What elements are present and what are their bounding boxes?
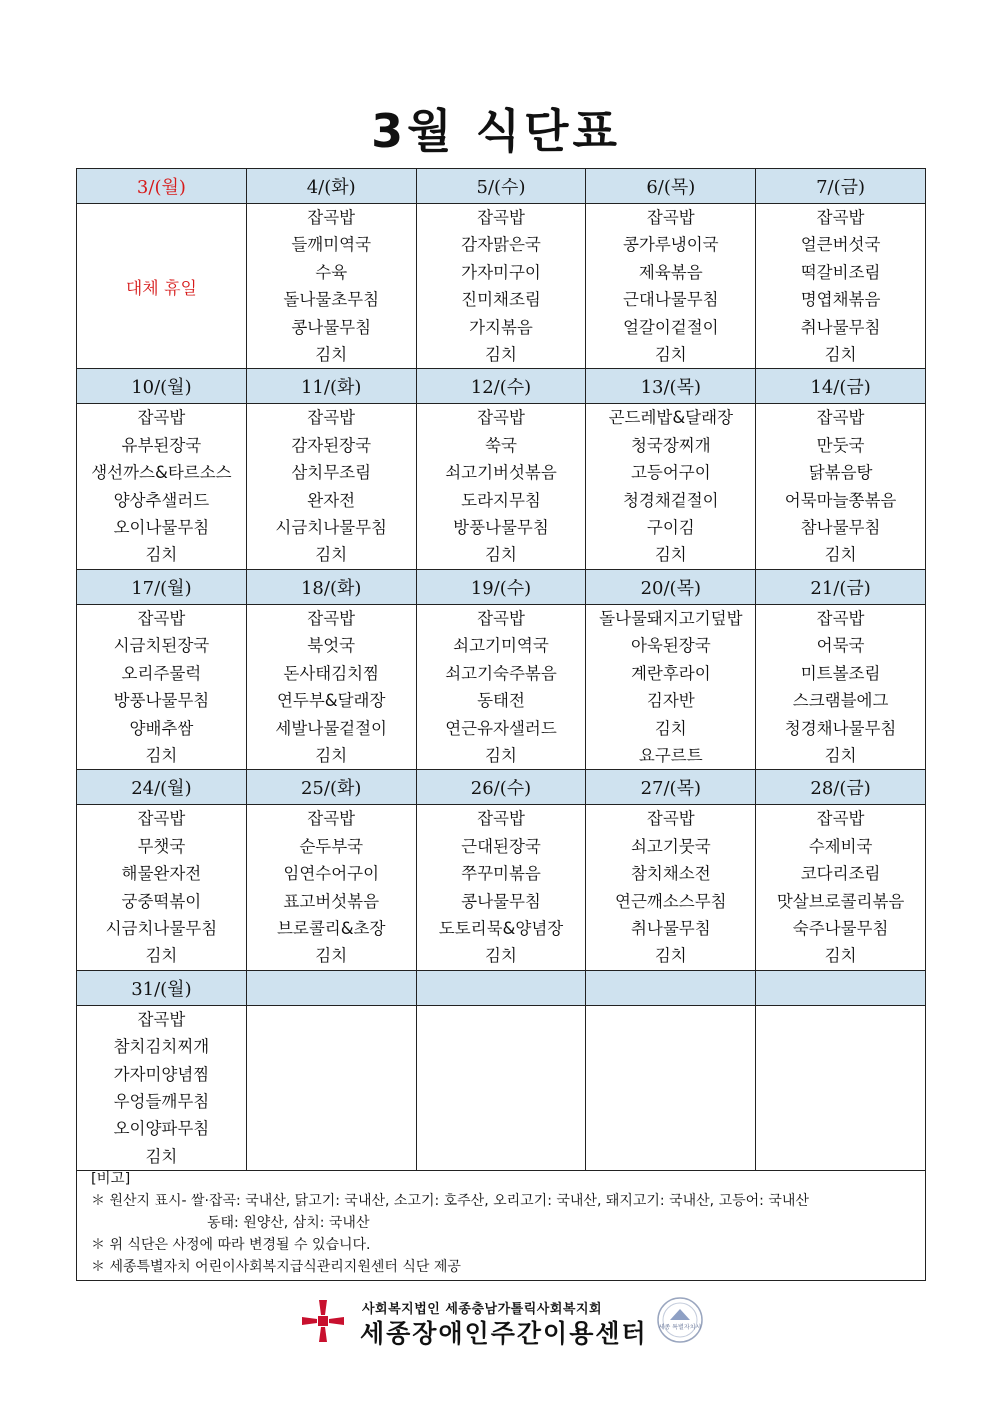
- menu-item: 잡곡밥: [646, 208, 695, 227]
- menu-cell: [586, 404, 756, 569]
- menu-item: 김치: [145, 545, 178, 565]
- menu-item: 동태전: [477, 691, 525, 711]
- menu-item: 들깨미역국: [291, 235, 372, 255]
- menu-item: 청국장찌개: [630, 435, 711, 455]
- menu-item: 시금치나물무침: [105, 918, 218, 938]
- menu-item: 명엽채볶음: [800, 290, 881, 310]
- date-header-cell: 4/(화): [246, 169, 416, 204]
- menu-item: 삼치무조림: [291, 463, 372, 483]
- menu-item: 곤드레밥&달래장: [608, 408, 734, 428]
- menu-item: 가지볶음: [469, 317, 533, 337]
- menu-item: 잡곡밥: [816, 608, 865, 628]
- menu-item: 오이양파무침: [113, 1119, 210, 1139]
- menu-item: 요구르트: [638, 745, 703, 765]
- date-header-cell: 19/(수): [416, 569, 586, 604]
- menu-item: 청경채겉절이: [622, 490, 719, 510]
- menu-cell: [586, 604, 756, 769]
- menu-item: 무챗국: [137, 836, 186, 856]
- date-header-cell: 28/(금): [756, 770, 926, 805]
- sejong-seal-icon: [656, 1296, 704, 1344]
- menu-item: 표고버섯볶음: [283, 891, 380, 911]
- menu-item: 잡곡밥: [307, 208, 356, 227]
- menu-item: 잡곡밥: [477, 608, 525, 628]
- menu-item: 쇠고기숙주볶음: [445, 663, 557, 683]
- date-header-row: [77, 770, 926, 805]
- menu-item: 김치: [485, 745, 517, 765]
- menu-cell: [756, 1005, 926, 1170]
- menu-cell: [77, 1005, 247, 1170]
- menu-item: 김치: [485, 946, 517, 966]
- menu-item: 근대된장국: [461, 836, 541, 856]
- menu-row: [77, 1005, 926, 1170]
- menu-item: 계란후라이: [630, 663, 711, 683]
- menu-item: 연두부&달래장: [276, 691, 386, 711]
- date-header-cell: 11/(화): [246, 369, 416, 404]
- menu-item: 연근깨소스무침: [615, 891, 727, 911]
- date-header-cell: 26/(수): [416, 770, 586, 805]
- menu-item: 우엉들깨무침: [113, 1091, 210, 1111]
- menu-item: 잡곡밥: [477, 208, 525, 227]
- date-header-cell: 25/(화): [246, 770, 416, 805]
- menu-item: 감자된장국: [291, 435, 372, 455]
- menu-item: 오리주물럭: [121, 663, 202, 683]
- notes-title: [비고]: [91, 1171, 131, 1187]
- menu-cell: [246, 204, 416, 369]
- menu-item: 어묵국: [816, 636, 865, 656]
- menu-item: 잡곡밥: [477, 809, 525, 829]
- menu-item: 가자미구이: [461, 262, 541, 282]
- date-header-cell: 5/(수): [416, 169, 586, 204]
- menu-item: 수육: [315, 262, 348, 282]
- menu-cell: [416, 805, 586, 970]
- menu-item: 잡곡밥: [477, 408, 525, 428]
- menu-item: 순두부국: [299, 836, 364, 856]
- menu-item: 잡곡밥: [137, 1009, 186, 1029]
- menu-item: 김치: [824, 745, 857, 765]
- menu-item: 생선까스&타르소스: [91, 463, 232, 483]
- menu-item: 아욱된장국: [630, 636, 711, 656]
- menu-item: 김치: [485, 345, 517, 365]
- menu-item: 북엇국: [307, 636, 356, 656]
- menu-item: 쇠고기버섯볶음: [445, 463, 557, 483]
- menu-item: 취나물무침: [800, 317, 881, 337]
- menu-item: 돈사태김치찜: [283, 663, 380, 683]
- menu-row: [77, 805, 926, 970]
- menu-cell: [246, 1005, 416, 1170]
- menu-row: [77, 404, 926, 569]
- menu-item: 감자맑은국: [461, 235, 541, 255]
- menu-item: 떡갈비조림: [800, 262, 881, 282]
- date-header-cell: 10/(월): [77, 369, 247, 404]
- menu-item: 제육볶음: [638, 262, 703, 282]
- menu-item: 잡곡밥: [307, 608, 356, 628]
- date-header-cell: 3/(월): [77, 169, 247, 204]
- menu-item: 콩나물무침: [291, 317, 372, 337]
- menu-item: 맛살브로콜리볶음: [776, 891, 905, 911]
- caritas-cross-icon: [300, 1298, 346, 1344]
- menu-item: 잡곡밥: [816, 208, 865, 227]
- menu-item: 돌나물돼지고기덮밥: [599, 608, 743, 628]
- seal-text: 세종 특별자치시: [658, 1324, 702, 1331]
- menu-item: 가자미양념찜: [113, 1064, 210, 1084]
- menu-item: 수제비국: [808, 836, 873, 856]
- menu-item: 돌나물초무침: [283, 290, 380, 310]
- origin-note: ＊ 원산지 표시- 쌀·잡곡: 국내산, 닭고기: 국내산, 소고기: 호주산, 오리고기: 국내산, 돼지고기: 국내산, 고등어: 국내산: [91, 1193, 809, 1209]
- menu-item: 유부된장국: [121, 435, 202, 455]
- menu-item: 김치: [315, 345, 348, 365]
- menu-item: 쑥국: [485, 435, 517, 455]
- menu-item: 김자반: [646, 691, 695, 711]
- menu-item: 임연수어구이: [283, 864, 380, 884]
- date-header-cell: [756, 970, 926, 1005]
- menu-cell: [416, 604, 586, 769]
- menu-item: 완자전: [307, 490, 356, 510]
- menu-cell: [756, 204, 926, 369]
- date-header-row: [77, 169, 926, 204]
- menu-item: 콩가루냉이국: [622, 235, 719, 255]
- menu-item: 숙주나물무침: [792, 918, 889, 938]
- date-header-cell: 20/(목): [586, 569, 756, 604]
- menu-item: 시금치된장국: [113, 636, 210, 656]
- menu-item: 김치: [315, 745, 348, 765]
- menu-item: 미트볼조림: [800, 663, 881, 683]
- menu-item: 얼큰버섯국: [800, 235, 881, 255]
- menu-item: 쇠고기뭇국: [630, 836, 711, 856]
- menu-cell: [246, 404, 416, 569]
- footer: [0, 1290, 992, 1350]
- menu-item: 닭볶음탕: [808, 463, 873, 483]
- menu-item: 구이김: [646, 518, 695, 538]
- menu-item: 쭈꾸미볶음: [461, 864, 541, 884]
- date-header-cell: 18/(화): [246, 569, 416, 604]
- menu-cell: [77, 204, 247, 369]
- menu-cell: [246, 604, 416, 769]
- menu-cell: [756, 805, 926, 970]
- menu-cell: [586, 204, 756, 369]
- date-header-cell: 6/(목): [586, 169, 756, 204]
- notes-section: [76, 1166, 926, 1281]
- menu-item: 김치: [824, 946, 857, 966]
- origin-note-continued: 동태: 원양산, 삼치: 국내산: [207, 1215, 370, 1231]
- date-header-cell: 7/(금): [756, 169, 926, 204]
- menu-item: 오이나물무침: [113, 518, 210, 538]
- menu-item: 잡곡밥: [137, 608, 186, 628]
- menu-cell: [77, 404, 247, 569]
- menu-item: 김치: [654, 345, 687, 365]
- menu-item: 청경채나물무침: [784, 718, 897, 738]
- menu-item: 브로콜리&초장: [276, 918, 386, 938]
- menu-cell: [246, 805, 416, 970]
- menu-item: 도토리묵&양념장: [438, 918, 564, 938]
- menu-cell: [416, 404, 586, 569]
- menu-item: 진미채조림: [461, 290, 541, 310]
- date-header-row: [77, 970, 926, 1005]
- menu-row: [77, 604, 926, 769]
- menu-item: 어묵마늘쫑볶음: [784, 490, 897, 510]
- menu-item: 참나물무침: [800, 518, 881, 538]
- meal-plan-table: [76, 168, 926, 1171]
- menu-item: 김치: [654, 545, 687, 565]
- menu-item: 김치: [145, 745, 178, 765]
- menu-cell: [586, 805, 756, 970]
- menu-item: 김치: [145, 1146, 178, 1166]
- menu-item: 궁중떡볶이: [121, 891, 202, 911]
- org-subtitle: 사회복지법인 세종충남가톨릭사회복지회: [362, 1302, 603, 1317]
- menu-item: 잡곡밥: [137, 809, 186, 829]
- date-header-cell: 21/(금): [756, 569, 926, 604]
- menu-item: 김치: [824, 545, 857, 565]
- menu-item: 취나물무침: [630, 918, 711, 938]
- menu-item: 연근유자샐러드: [445, 718, 557, 738]
- date-header-cell: 17/(월): [77, 569, 247, 604]
- menu-cell: [77, 805, 247, 970]
- menu-item: 코다리조림: [800, 864, 881, 884]
- provider-note: ＊ 세종특별자치 어린이사회복지급식관리지원센터 식단 제공: [91, 1259, 461, 1275]
- menu-item: 쇠고기미역국: [453, 636, 549, 656]
- date-header-cell: 24/(월): [77, 770, 247, 805]
- menu-item: 얼갈이겉절이: [622, 317, 719, 337]
- menu-item: 참치김치찌개: [113, 1037, 210, 1057]
- menu-item: 양배추쌈: [129, 718, 194, 738]
- menu-cell: [416, 1005, 586, 1170]
- menu-item: 해물완자전: [121, 864, 202, 884]
- menu-item: 시금치나물무침: [275, 518, 387, 538]
- menu-item: 만둣국: [816, 435, 865, 455]
- menu-item: 스크램블에그: [792, 691, 889, 711]
- menu-item: 김치: [654, 718, 687, 738]
- menu-cell: [756, 604, 926, 769]
- date-header-cell: 12/(수): [416, 369, 586, 404]
- date-header-cell: [416, 970, 586, 1005]
- menu-item: 근대나물무침: [622, 290, 719, 310]
- menu-cell: [77, 604, 247, 769]
- menu-item: 김치: [145, 946, 178, 966]
- menu-item: 고등어구이: [630, 463, 711, 483]
- page-title: 3월 식단표: [371, 104, 621, 158]
- date-header-cell: 14/(금): [756, 369, 926, 404]
- menu-item: 김치: [485, 545, 517, 565]
- date-header-cell: 27/(목): [586, 770, 756, 805]
- date-header-row: [77, 369, 926, 404]
- menu-item: 세발나물겉절이: [275, 718, 387, 738]
- date-header-cell: 13/(목): [586, 369, 756, 404]
- menu-row: [77, 204, 926, 369]
- menu-item: 잡곡밥: [816, 408, 865, 428]
- menu-item: 잡곡밥: [307, 809, 356, 829]
- menu-item: 김치: [824, 345, 857, 365]
- date-header-cell: [586, 970, 756, 1005]
- date-header-cell: [246, 970, 416, 1005]
- menu-item: 참치채소전: [630, 864, 711, 884]
- menu-item: 방풍나물무침: [113, 691, 210, 711]
- menu-item: 잡곡밥: [816, 809, 865, 829]
- date-header-row: [77, 569, 926, 604]
- date-header-cell: 31/(월): [77, 970, 247, 1005]
- menu-item: 김치: [315, 545, 348, 565]
- menu-cell: [416, 204, 586, 369]
- menu-item: 잡곡밥: [307, 408, 356, 428]
- holiday-label: 대체 휴일: [125, 278, 197, 299]
- menu-item: 김치: [315, 946, 348, 966]
- menu-item: 잡곡밥: [137, 408, 186, 428]
- menu-cell: [756, 404, 926, 569]
- menu-item: 양상추샐러드: [113, 490, 210, 510]
- menu-cell: [586, 1005, 756, 1170]
- menu-item: 김치: [654, 946, 687, 966]
- menu-item: 콩나물무침: [461, 891, 541, 911]
- change-notice: ＊ 위 식단은 사정에 따라 변경될 수 있습니다.: [91, 1237, 371, 1253]
- menu-item: 도라지무침: [461, 490, 541, 510]
- menu-item: 방풍나물무침: [453, 518, 549, 538]
- org-name: 세종장애인주간이용센터: [360, 1319, 648, 1348]
- menu-item: 잡곡밥: [646, 809, 695, 829]
